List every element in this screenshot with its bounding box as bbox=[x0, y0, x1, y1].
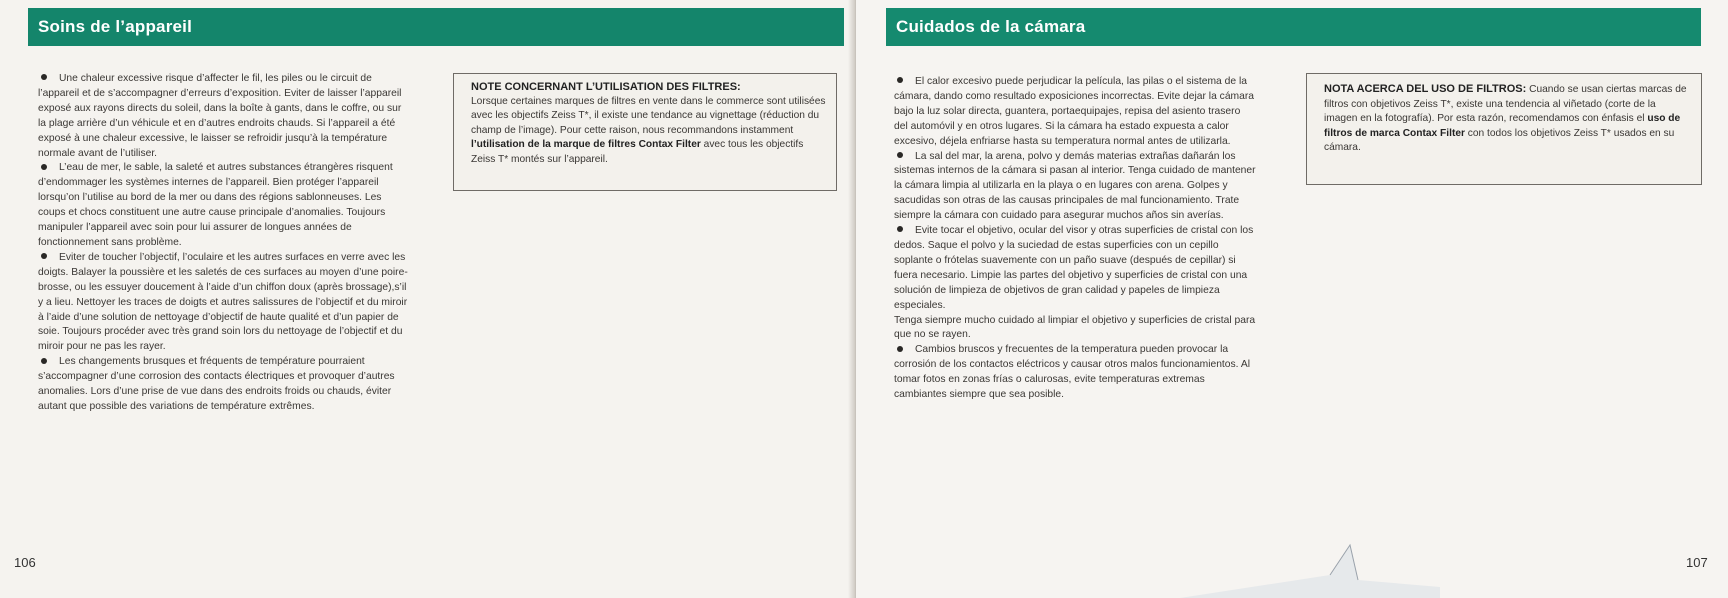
note-emphasis: l’utilisation de la marque de filtres Contax Filter bbox=[471, 139, 701, 151]
right-page-title: Cuidados de la cámara bbox=[896, 17, 1086, 36]
filter-note-box bbox=[1306, 73, 1702, 185]
note-text-end: avec tous les objectifs Zeiss T* montés sur l’appareil. bbox=[471, 139, 804, 165]
bullet-icon bbox=[897, 346, 903, 352]
left-page-title: Soins de l’appareil bbox=[38, 17, 193, 36]
left-paragraph: Une chaleur excessive risque d’affecter le fil, les piles ou le circuit de l’appareil et de s’accompagner d’erreurs d’exposition. Eviter de laisser l’appareil exposé aux rayons directs du soleil, dans la boîte à gants, dans le coffre, ou sur la plage arrière d’un véhicule et en d’autres endroits chauds. Si l’appareil a été exposé à une chaleur excessive, le laisser se refroidir jusqu’à la température normale avant de l’utiliser. bbox=[38, 73, 402, 159]
paper-crease-mark bbox=[1180, 535, 1440, 598]
left-page-heading bbox=[28, 8, 844, 46]
right-paragraph: Cambios bruscos y frecuentes de la temperatura pueden provocar la corrosión de los contactos eléctricos y causar otros malos funcionamientos. Al tomar fotos en zonas frías o calurosas, evite temperaturas extremas cambiantes siempre que sea posible. bbox=[894, 344, 1250, 401]
left-paragraph: L’eau de mer, le sable, la saleté et autres substances étrangères risquent d’endommager les systèmes internes de l’appareil. Bien protéger l’appareil lorsqu’on l’utilise au bord de la mer ou dans des régions sablonneuses. Les coups et chocs constituent une autre cause principale d’anomalies. Toujours manipuler l’appareil avec soin pour lui assurer de longues années de fonctionnement sans problème. bbox=[38, 162, 393, 248]
left-page bbox=[0, 0, 856, 598]
left-body-text bbox=[38, 72, 410, 415]
note-emphasis: uso de filtros de marca Contax Filter bbox=[1324, 113, 1681, 139]
page-number: 106 bbox=[14, 555, 36, 570]
left-paragraph: Eviter de toucher l’objectif, l’oculaire et les autres surfaces en verre avec les doigts. Balayer la poussière et les saletés de ces surfaces au moyen d’une poire-brosse, ou les essuyer doucement à l’aide d’un chiffon doux (après brossage),s’il y a lieu. Nettoyer les traces de doigts et autres salissures de l’objectif et du miroir à l’aide d’une solution de nettoyage d’objectif de haute qualité et d’un papier de soie. Toujours procéder avec très grand soin lors du nettoyage de l’objectif et du miroir pour ne pas les rayer. bbox=[38, 251, 408, 353]
bullet-icon bbox=[41, 358, 47, 364]
bullet-icon bbox=[897, 77, 903, 83]
filter-note-box bbox=[453, 73, 837, 191]
bullet-icon bbox=[897, 152, 903, 158]
right-paragraph: Evite tocar el objetivo, ocular del visor y otras superficies de cristal con los dedos. Saque el polvo y la suciedad de estas superficies con un cepillo soplante o frótelas suavemente con un paño suave (después de cepillar) si fuera necesario. Limpie las partes del objetivo y superficies de cristal con una solución de limpieza de objetivos de gran calidad y papeles de limpieza especiales. bbox=[894, 225, 1254, 311]
bullet-icon bbox=[41, 164, 47, 170]
note-text: Cuando se usan ciertas marcas de filtros con objetivos Zeiss T*, existe una tendencia al viñetado (corte de la imagen en la fotografía). Por esta razón, recomendamos con énfasis el bbox=[1324, 84, 1687, 125]
page-number: 107 bbox=[1686, 555, 1708, 570]
right-paragraph: Tenga siempre mucho cuidado al limpiar el objetivo y superficies de cristal para que no se rayen. bbox=[894, 314, 1256, 341]
right-page-heading bbox=[886, 8, 1701, 46]
left-paragraph: Les changements brusques et fréquents de température pourraient s’accompagner d’une corrosion des contacts électriques et provoquer d’autres anomalies. Lors d’une prise de vue dans des endroits froids ou chauds, éviter autant que possible des variations de température extrêmes. bbox=[38, 356, 395, 412]
note-text: Lorsque certaines marques de filtres en vente dans le commerce sont utilisées avec les objectifs Zeiss T*, il existe une tendance au vignettage (réduction du champ de l’image). Pour cette raison, nous recommandons instamment bbox=[471, 95, 826, 136]
right-paragraph: La sal del mar, la arena, polvo y demás materias extrañas dañarán los sistemas internos de la cámara si pasan al interior. Tenga cuidado de mantener la cámara limpia al utilizarla en la playa o en lugares con arena. Golpes y sacudidas son otras de las causas principales de mal funcionamiento. Trate siempre la cámara con cuidado para asegurar muchos años sin averías. bbox=[894, 150, 1256, 222]
right-page bbox=[856, 0, 1728, 598]
note-title: NOTE CONCERNANT L’UTILISATION DES FILTRES: bbox=[471, 81, 741, 93]
bullet-icon bbox=[897, 226, 903, 232]
note-text-end: con todos los objetivos Zeiss T* usados en su cámara. bbox=[1324, 127, 1675, 154]
right-paragraph: El calor excesivo puede perjudicar la película, las pilas o el sistema de la cámara, dando como resultado exposiciones incorrectas. Evite dejar la cámara bajo la luz solar directa, guantera, portaequipajes, repisa del asiento trasero del automóvil y en otros lugares. Si la cámara ha estado expuesta a calor excesivo, déjela enfriarse hasta su temperatura normal antes de utilizarla. bbox=[894, 76, 1254, 147]
right-body-text bbox=[894, 75, 1256, 403]
note-title: NOTA ACERCA DEL USO DE FILTROS: bbox=[1324, 83, 1527, 95]
bullet-icon bbox=[41, 74, 47, 80]
bullet-icon bbox=[41, 253, 47, 259]
